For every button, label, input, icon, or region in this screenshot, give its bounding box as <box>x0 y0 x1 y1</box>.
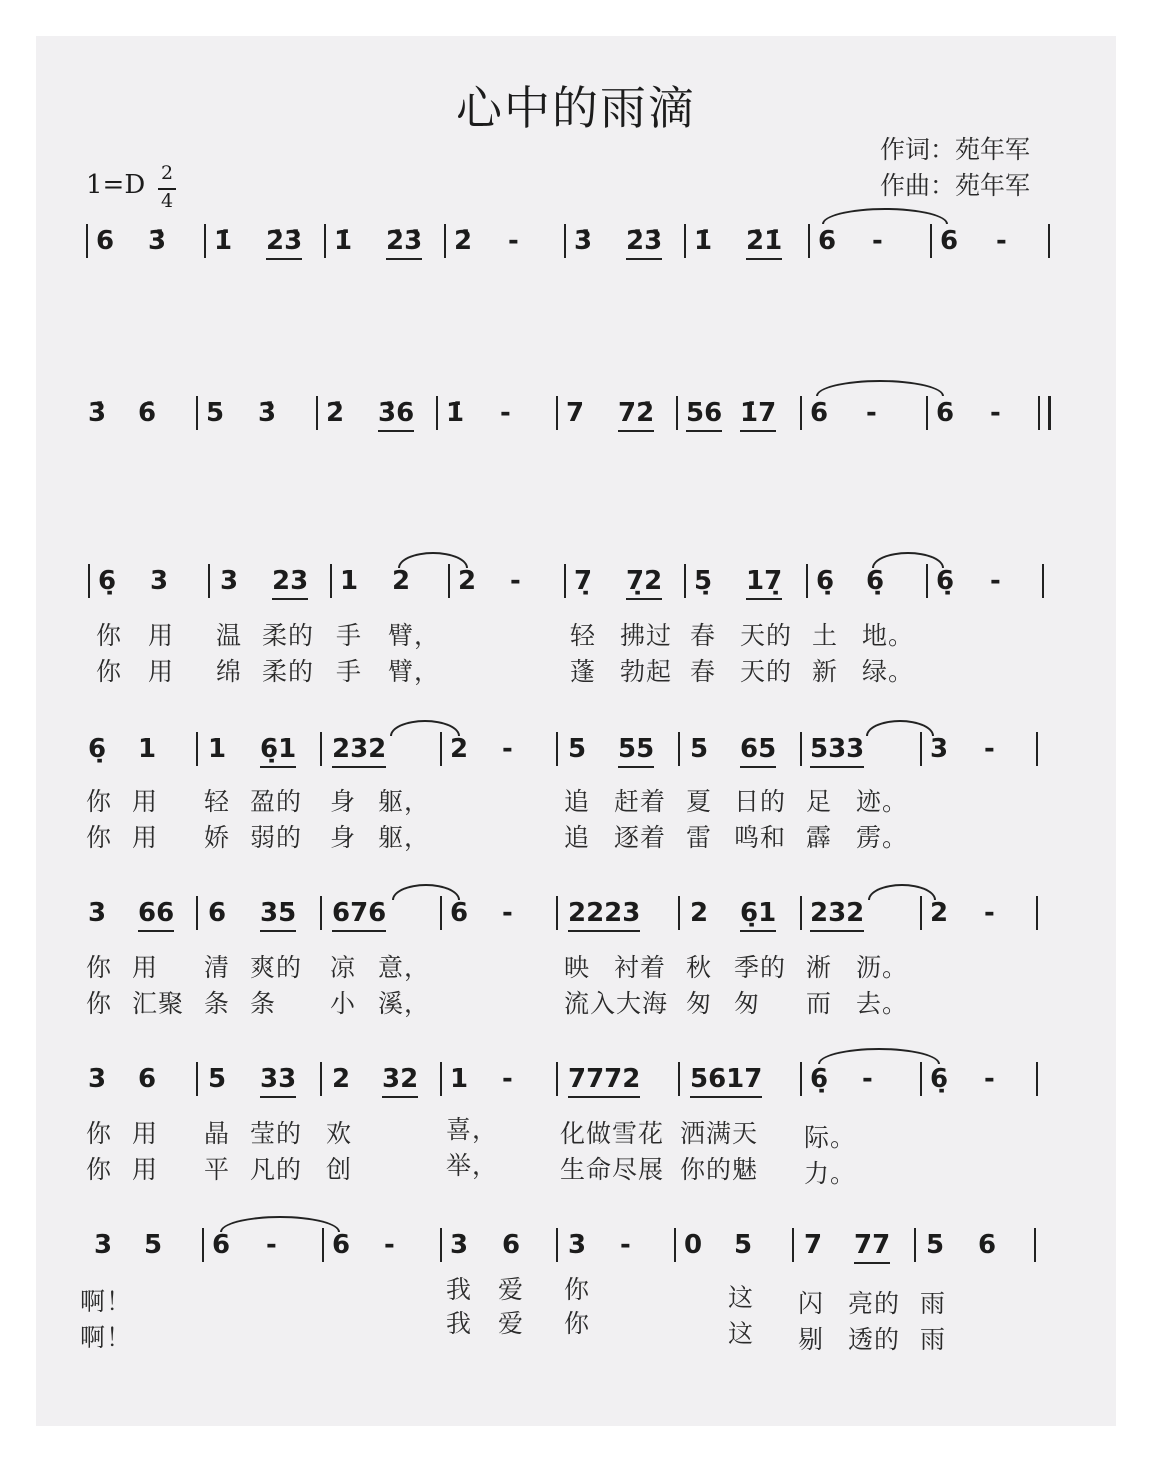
note: 6̣ <box>810 1064 829 1094</box>
barline <box>556 1062 558 1096</box>
barline <box>1036 732 1038 766</box>
note: 6̣ <box>98 566 117 596</box>
note: 6 <box>138 1064 157 1094</box>
lyric: 你 <box>564 1309 591 1338</box>
barline <box>440 732 442 766</box>
note: 3 <box>568 1230 587 1260</box>
dash: - <box>502 1064 513 1094</box>
lyric: 映 <box>564 953 591 982</box>
note: 6 <box>818 226 837 256</box>
key-signature: 1=D <box>86 170 146 200</box>
barline <box>202 1228 204 1262</box>
lyric: 小 <box>330 989 357 1018</box>
lyric: 凡的 <box>250 1155 303 1184</box>
note: 7̣ <box>574 566 593 596</box>
lyric: 举， <box>446 1151 499 1180</box>
barline <box>556 1228 558 1262</box>
lyric: 流入大海 <box>564 989 669 1018</box>
lyric: 而 <box>806 989 833 1018</box>
dash: - <box>510 566 521 596</box>
lyric: 用 <box>132 823 159 852</box>
dash: - <box>996 226 1007 256</box>
note: 1̇ <box>334 226 353 256</box>
lyric: 天的 <box>740 657 793 686</box>
barline <box>196 1062 198 1096</box>
lyric: 际。 <box>804 1123 857 1152</box>
barline <box>448 564 450 598</box>
lyric: 你 <box>86 823 113 852</box>
barline <box>330 564 332 598</box>
barline <box>926 564 928 598</box>
lyric: 娇 <box>204 823 231 852</box>
barline <box>800 732 802 766</box>
note-group: 2̇3̇ <box>626 224 662 260</box>
lyric: 清 <box>204 953 231 982</box>
barline <box>320 1062 322 1096</box>
lyric: 逐着 <box>614 823 667 852</box>
time-signature-numerator: 2 <box>160 162 174 184</box>
lyric: 你 <box>564 1275 591 1304</box>
lyric: 手 <box>336 657 363 686</box>
barline <box>208 564 210 598</box>
note-group: 2̇1̇ <box>746 224 782 260</box>
lyric: 雨 <box>920 1289 947 1318</box>
note: 2̇ <box>454 226 473 256</box>
note-group: 232 <box>332 732 386 768</box>
lyric: 轻 <box>570 621 597 650</box>
lyric: 雳。 <box>856 823 909 852</box>
music-row-5 <box>0 896 1152 956</box>
barline <box>792 1228 794 1262</box>
lyric: 地。 <box>862 621 915 650</box>
barline <box>920 732 922 766</box>
note-group: 7̣2 <box>626 564 662 600</box>
lyric: 追 <box>564 787 591 816</box>
lyric: 创 <box>326 1155 353 1184</box>
note: 6̣ <box>816 566 835 596</box>
lyric: 汇聚 <box>132 989 185 1018</box>
lyric: 你 <box>86 1119 113 1148</box>
barline <box>564 224 566 258</box>
note-group: 5617 <box>690 1062 762 1098</box>
note-group: 72̇ <box>618 396 654 432</box>
dash: - <box>620 1230 631 1260</box>
lyric: 蓬 <box>570 657 597 686</box>
lyric: 赶着 <box>614 787 667 816</box>
lyric: 雷 <box>686 823 713 852</box>
note-group: 232 <box>810 896 864 932</box>
note: 5 <box>208 1064 227 1094</box>
note: 1̇ <box>694 226 713 256</box>
lyric: 条 <box>250 989 277 1018</box>
lyric: 新 <box>812 657 839 686</box>
note-group: 55 <box>618 732 654 768</box>
note: 5 <box>734 1230 753 1260</box>
barline <box>800 896 802 930</box>
barline <box>316 396 318 430</box>
note: 2 <box>930 898 949 928</box>
lyric: 轻 <box>204 787 231 816</box>
lyric: 柔的 <box>262 657 315 686</box>
note-group: 6̣1 <box>740 896 776 932</box>
note-group: 23 <box>272 564 308 600</box>
song-title: 心中的雨滴 <box>456 81 696 135</box>
note: 6 <box>502 1230 521 1260</box>
lyric: 臂， <box>388 657 441 686</box>
dash: - <box>502 734 513 764</box>
dash: - <box>872 226 883 256</box>
barline <box>1036 896 1038 930</box>
note: 6 <box>936 398 955 428</box>
dash: - <box>862 1064 873 1094</box>
lyric: 温 <box>216 621 243 650</box>
lyric: 闪 <box>798 1289 825 1318</box>
note: 6̣ <box>930 1064 949 1094</box>
note: 6 <box>810 398 829 428</box>
barline <box>556 396 558 430</box>
barline <box>320 732 322 766</box>
lyric: 生命尽展 <box>560 1155 665 1184</box>
dash: - <box>500 398 511 428</box>
lyric: 天的 <box>740 621 793 650</box>
lyric: 透的 <box>848 1325 901 1354</box>
music-row-2 <box>0 396 1152 456</box>
dash: - <box>266 1230 277 1260</box>
dash: - <box>384 1230 395 1260</box>
lyric: 匆 <box>686 989 713 1018</box>
note-group: 33 <box>260 1062 296 1098</box>
barline <box>88 564 90 598</box>
barline <box>320 896 322 930</box>
lyric: 爱 <box>498 1309 525 1338</box>
lyric: 力。 <box>804 1159 857 1188</box>
barline <box>800 396 802 430</box>
composer-credit: 作曲：苑年军 <box>880 171 1031 200</box>
note-group: 7772 <box>568 1062 640 1098</box>
note: 3̇ <box>258 398 277 428</box>
lyric: 我 <box>446 1309 473 1338</box>
dash: - <box>984 734 995 764</box>
barline <box>800 1062 802 1096</box>
note: 3 <box>94 1230 113 1260</box>
lyric: 手 <box>336 621 363 650</box>
lyric: 用 <box>132 787 159 816</box>
lyric: 绵 <box>216 657 243 686</box>
lyric: 土 <box>812 621 839 650</box>
note: 3 <box>88 1064 107 1094</box>
lyric: 剔 <box>798 1325 825 1354</box>
note: 3̇ <box>88 398 107 428</box>
lyric: 柔的 <box>262 621 315 650</box>
note-group: 65 <box>740 732 776 768</box>
lyric: 洒满天 <box>680 1119 759 1148</box>
barline <box>1048 224 1050 258</box>
barline <box>440 1062 442 1096</box>
note: 5 <box>206 398 225 428</box>
note-group: 1̇7 <box>740 396 776 432</box>
lyric: 你 <box>86 989 113 1018</box>
lyric: 用 <box>132 1155 159 1184</box>
lyric: 亮的 <box>848 1289 901 1318</box>
lyric: 我 <box>446 1275 473 1304</box>
note: 6 <box>208 898 227 928</box>
note: 3 <box>150 566 169 596</box>
lyric: 啊！ <box>80 1323 133 1352</box>
music-row-3 <box>0 564 1152 624</box>
barline <box>322 1228 324 1262</box>
lyric: 夏 <box>686 787 713 816</box>
note: 2 <box>332 1064 351 1094</box>
barline <box>808 224 810 258</box>
barline <box>674 1228 676 1262</box>
note: 6 <box>978 1230 997 1260</box>
note: 5 <box>690 734 709 764</box>
music-row-1 <box>0 224 1152 284</box>
lyric: 春 <box>690 657 717 686</box>
note: 5 <box>144 1230 163 1260</box>
note: 5 <box>568 734 587 764</box>
note: 5̣ <box>694 566 713 596</box>
note-group: 2̇3̇ <box>386 224 422 260</box>
lyric: 躯， <box>378 823 431 852</box>
note-group: 2223 <box>568 896 640 932</box>
barline <box>678 896 680 930</box>
lyric: 季的 <box>734 953 787 982</box>
barline <box>684 564 686 598</box>
lyric: 追 <box>564 823 591 852</box>
barline <box>196 396 198 430</box>
lyric: 淅 <box>806 953 833 982</box>
lyric: 沥。 <box>856 953 909 982</box>
note: 3̇ <box>148 226 167 256</box>
lyric: 日的 <box>734 787 787 816</box>
note: 3 <box>450 1230 469 1260</box>
lyric: 弱的 <box>250 823 303 852</box>
lyric: 意， <box>378 953 431 982</box>
note: 6̣ <box>88 734 107 764</box>
note: 1 <box>450 1064 469 1094</box>
barline <box>440 896 442 930</box>
note-group: 32 <box>382 1062 418 1098</box>
lyric: 用 <box>132 953 159 982</box>
lyric: 秋 <box>686 953 713 982</box>
note-group: 66 <box>138 896 174 932</box>
note-group: 676 <box>332 896 386 932</box>
note-group: 533 <box>810 732 864 768</box>
time-signature-denominator: 4 <box>160 190 174 212</box>
lyric: 衬着 <box>614 953 667 982</box>
barline <box>678 732 680 766</box>
music-row-6 <box>0 1062 1152 1122</box>
lyric: 拂过 <box>620 621 673 650</box>
barline <box>930 224 932 258</box>
lyric: 这 <box>728 1319 755 1348</box>
barline <box>436 396 438 430</box>
barline <box>920 896 922 930</box>
lyric: 化做雪花 <box>560 1119 665 1148</box>
barline <box>676 396 678 430</box>
barline <box>196 732 198 766</box>
lyric: 霹 <box>806 823 833 852</box>
lyric: 你 <box>86 953 113 982</box>
note-group: 77 <box>854 1228 890 1264</box>
lyric: 足 <box>806 787 833 816</box>
lyric: 盈的 <box>250 787 303 816</box>
note: 6 <box>96 226 115 256</box>
note: 3 <box>220 566 239 596</box>
note: 3 <box>88 898 107 928</box>
barline <box>196 896 198 930</box>
lyric: 平 <box>204 1155 231 1184</box>
barline <box>684 224 686 258</box>
barline <box>204 224 206 258</box>
barline <box>1034 1228 1036 1262</box>
barline <box>914 1228 916 1262</box>
lyric: 勃起 <box>620 657 673 686</box>
lyric: 这 <box>728 1283 755 1312</box>
lyric: 用 <box>148 621 175 650</box>
note: 5 <box>926 1230 945 1260</box>
note-group: 3̇6 <box>378 396 414 432</box>
note-group: 2̇3̇ <box>266 224 302 260</box>
lyric: 绿。 <box>862 657 915 686</box>
dash: - <box>502 898 513 928</box>
lyric: 你 <box>96 657 123 686</box>
note: 6̣ <box>936 566 955 596</box>
note: 2 <box>450 734 469 764</box>
barline <box>564 564 566 598</box>
dash: - <box>508 226 519 256</box>
barline <box>324 224 326 258</box>
lyric: 你 <box>86 1155 113 1184</box>
lyric: 迹。 <box>856 787 909 816</box>
lyric: 鸣和 <box>734 823 787 852</box>
note: 3 <box>930 734 949 764</box>
barline <box>556 896 558 930</box>
lyric: 用 <box>148 657 175 686</box>
dash: - <box>866 398 877 428</box>
lyric: 臂， <box>388 621 441 650</box>
note-group: 6̣1 <box>260 732 296 768</box>
note: 0 <box>684 1230 703 1260</box>
note: 1̇ <box>214 226 233 256</box>
note: 6 <box>332 1230 351 1260</box>
note: 6 <box>940 226 959 256</box>
note: 1 <box>340 566 359 596</box>
barline <box>86 224 88 258</box>
lyric: 喜， <box>446 1115 499 1144</box>
lyric: 欢 <box>326 1119 353 1148</box>
barline <box>678 1062 680 1096</box>
dash: - <box>984 898 995 928</box>
lyric: 匆 <box>734 989 761 1018</box>
note: 7 <box>566 398 585 428</box>
lyric: 躯， <box>378 787 431 816</box>
barline <box>444 224 446 258</box>
barline <box>806 564 808 598</box>
dash: - <box>990 566 1001 596</box>
lyric: 去。 <box>856 989 909 1018</box>
note: 1̇ <box>446 398 465 428</box>
lyric: 身 <box>330 823 357 852</box>
note: 2 <box>458 566 477 596</box>
lyric: 春 <box>690 621 717 650</box>
barline <box>920 1062 922 1096</box>
barline <box>556 732 558 766</box>
note: 1 <box>138 734 157 764</box>
lyric: 莹的 <box>250 1119 303 1148</box>
note-group: 17̣ <box>746 564 782 600</box>
note-group: 56 <box>686 396 722 432</box>
lyric: 凉 <box>330 953 357 982</box>
lyric: 用 <box>132 1119 159 1148</box>
note: 6 <box>450 898 469 928</box>
note-group: 35 <box>260 896 296 932</box>
lyric: 爱 <box>498 1275 525 1304</box>
note: 3̇ <box>574 226 593 256</box>
barline <box>1042 564 1044 598</box>
note: 2̇ <box>326 398 345 428</box>
note: 2 <box>392 566 411 596</box>
final-barline <box>1038 396 1051 430</box>
lyricist-credit: 作词：苑年军 <box>880 135 1031 164</box>
note: 7 <box>804 1230 823 1260</box>
note: 6̇ <box>138 398 157 428</box>
note: 2 <box>690 898 709 928</box>
barline <box>1036 1062 1038 1096</box>
lyric: 爽的 <box>250 953 303 982</box>
lyric: 溪， <box>378 989 431 1018</box>
lyric: 你 <box>96 621 123 650</box>
note: 6̣ <box>866 566 885 596</box>
dash: - <box>990 398 1001 428</box>
lyric: 雨 <box>920 1325 947 1354</box>
note: 6 <box>212 1230 231 1260</box>
lyric: 身 <box>330 787 357 816</box>
lyric: 条 <box>204 989 231 1018</box>
lyric: 啊！ <box>80 1287 133 1316</box>
lyric: 晶 <box>204 1119 231 1148</box>
dash: - <box>984 1064 995 1094</box>
barline <box>926 396 928 430</box>
note: 1 <box>208 734 227 764</box>
lyric: 你的魅 <box>680 1155 759 1184</box>
lyric: 你 <box>86 787 113 816</box>
barline <box>440 1228 442 1262</box>
